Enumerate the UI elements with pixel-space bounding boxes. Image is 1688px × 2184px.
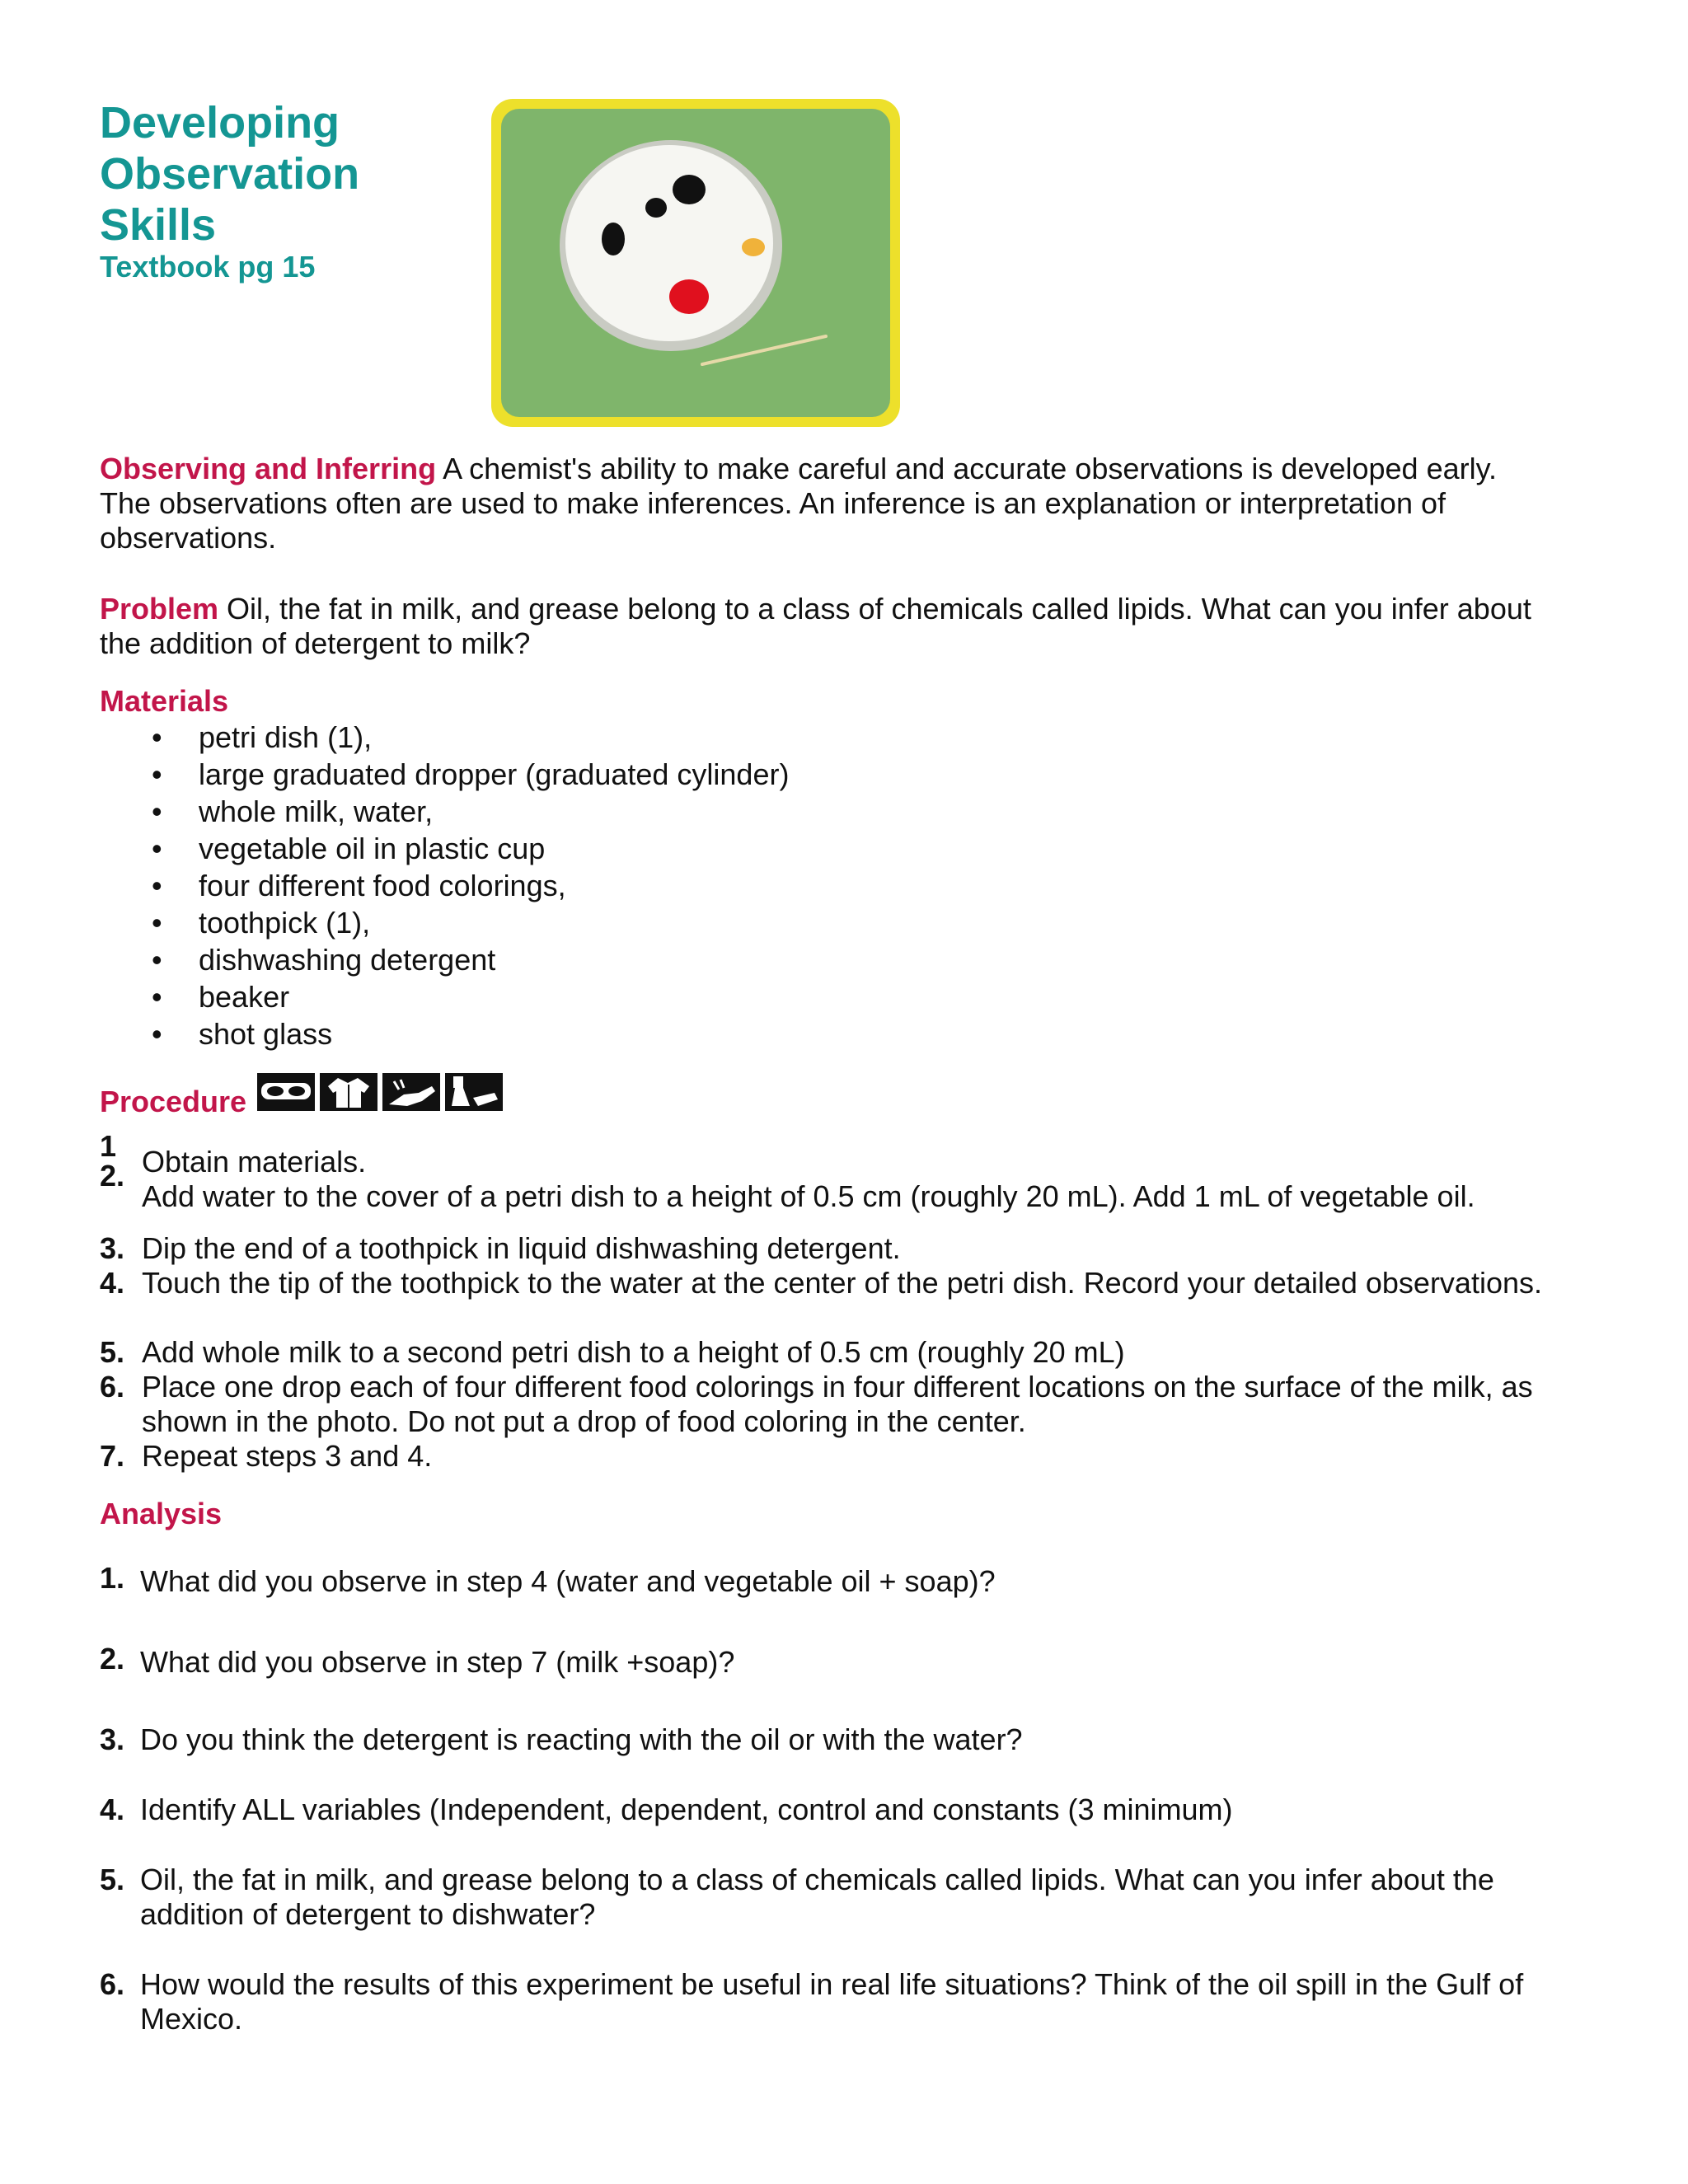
step-text: Add water to the cover of a petri dish to a height of 0.5 cm (roughly 20 mL). Add 1 mL of vegetable oil. (142, 1179, 1475, 1213)
question-number: 1. (100, 1561, 125, 1595)
bullet: • (152, 943, 162, 977)
step-number: 3. (100, 1231, 125, 1265)
bullet: • (152, 906, 162, 940)
material-text: petri dish (1), (199, 720, 373, 754)
step-number: 5. (100, 1335, 125, 1369)
safety-icons (257, 1073, 503, 1113)
step-number: 4. (100, 1266, 125, 1300)
step-text: Dip the end of a toothpick in liquid dishwashing detergent. (142, 1231, 901, 1265)
question-number: 4. (100, 1793, 125, 1826)
yellow-drop (742, 238, 765, 256)
black-drop (645, 198, 667, 218)
question-text: What did you observe in step 7 (milk +soap)? (140, 1645, 735, 1679)
petri-dish-illustration (491, 99, 900, 427)
material-text: dishwashing detergent (199, 943, 496, 977)
title-line: Developing (100, 98, 340, 148)
material-text: whole milk, water, (199, 794, 434, 828)
bullet: • (152, 1017, 162, 1051)
bullet: • (152, 869, 162, 902)
material-text: four different food colorings, (199, 869, 566, 902)
black-drop (673, 175, 706, 204)
bullet: • (152, 720, 162, 754)
bullet: • (152, 794, 162, 828)
goggles-icon (257, 1073, 315, 1111)
step-number: 2. (100, 1159, 125, 1193)
title-line: Skills (100, 200, 217, 250)
title-line: Observation (100, 149, 360, 199)
textbook-reference: Textbook pg 15 (100, 250, 316, 284)
material-text: vegetable oil in plastic cup (199, 832, 546, 865)
question-text: Identify ALL variables (Independent, dependent, control and constants (3 minimum) (140, 1793, 1233, 1826)
question-text: What did you observe in step 4 (water and vegetable oil + soap)? (140, 1564, 996, 1598)
hand-wash-icon (382, 1073, 440, 1111)
material-text: toothpick (1), (199, 906, 371, 940)
step-number: 6. (100, 1370, 125, 1404)
step-text: Add whole milk to a second petri dish to a height of 0.5 cm (roughly 20 mL) (142, 1335, 1125, 1369)
step-text: Repeat steps 3 and 4. (142, 1439, 433, 1473)
analysis-heading: Analysis (100, 1497, 223, 1530)
red-drop (669, 279, 709, 314)
problem-text: Oil, the fat in milk, and grease belong to a class of chemicals called lipids. What can you infer about the addition of detergent to milk? (100, 592, 1531, 660)
step-number: 7. (100, 1439, 125, 1473)
bullet: • (152, 832, 162, 865)
step-text: Touch the tip of the toothpick to the water at the center of the petri dish. Record your detailed observations. (142, 1266, 1542, 1300)
question-number: 5. (100, 1863, 125, 1896)
lab-coat-icon (320, 1073, 377, 1111)
material-text: shot glass (199, 1017, 333, 1051)
question-text: Oil, the fat in milk, and grease belong to a class of chemicals called lipids. What can you infer about the addition of detergent to dishwater? (140, 1863, 1494, 1931)
problem-paragraph (100, 592, 1550, 661)
procedure-heading: Procedure (100, 1085, 247, 1118)
question-number: 6. (100, 1967, 125, 2001)
material-text: large graduated dropper (graduated cylinder) (199, 757, 790, 791)
petri-dish-photo (491, 99, 900, 427)
intro-text: A chemist's ability to make careful and accurate observations is developed early. The observations often are used to make inferences. An inference is an explanation or interpretation of observations. (100, 452, 1497, 555)
step-text: Place one drop each of four different food colorings in four different locations on the surface of the milk, as shown in the photo. Do not put a drop of food coloring in the center. (142, 1370, 1533, 1438)
flask-safety-icon (445, 1073, 503, 1111)
page-title (100, 97, 359, 251)
material-text: beaker (199, 980, 290, 1014)
materials-heading: Materials (100, 684, 229, 718)
intro-label: Observing and Inferring (100, 452, 437, 485)
question-text: How would the results of this experiment be useful in real life situations? Think of the oil spill in the Gulf of Mexico. (140, 1967, 1524, 2036)
intro-paragraph (100, 452, 1550, 555)
question-number: 2. (100, 1642, 125, 1675)
bullet: • (152, 757, 162, 791)
step-text: Obtain materials. (142, 1145, 367, 1179)
problem-label: Problem (100, 592, 219, 626)
black-drop (602, 223, 625, 255)
question-text: Do you think the detergent is reacting with the oil or with the water? (140, 1722, 1023, 1756)
bullet: • (152, 980, 162, 1014)
question-number: 3. (100, 1722, 125, 1756)
step-number: 1 (100, 1129, 117, 1163)
milk-surface (565, 145, 773, 341)
